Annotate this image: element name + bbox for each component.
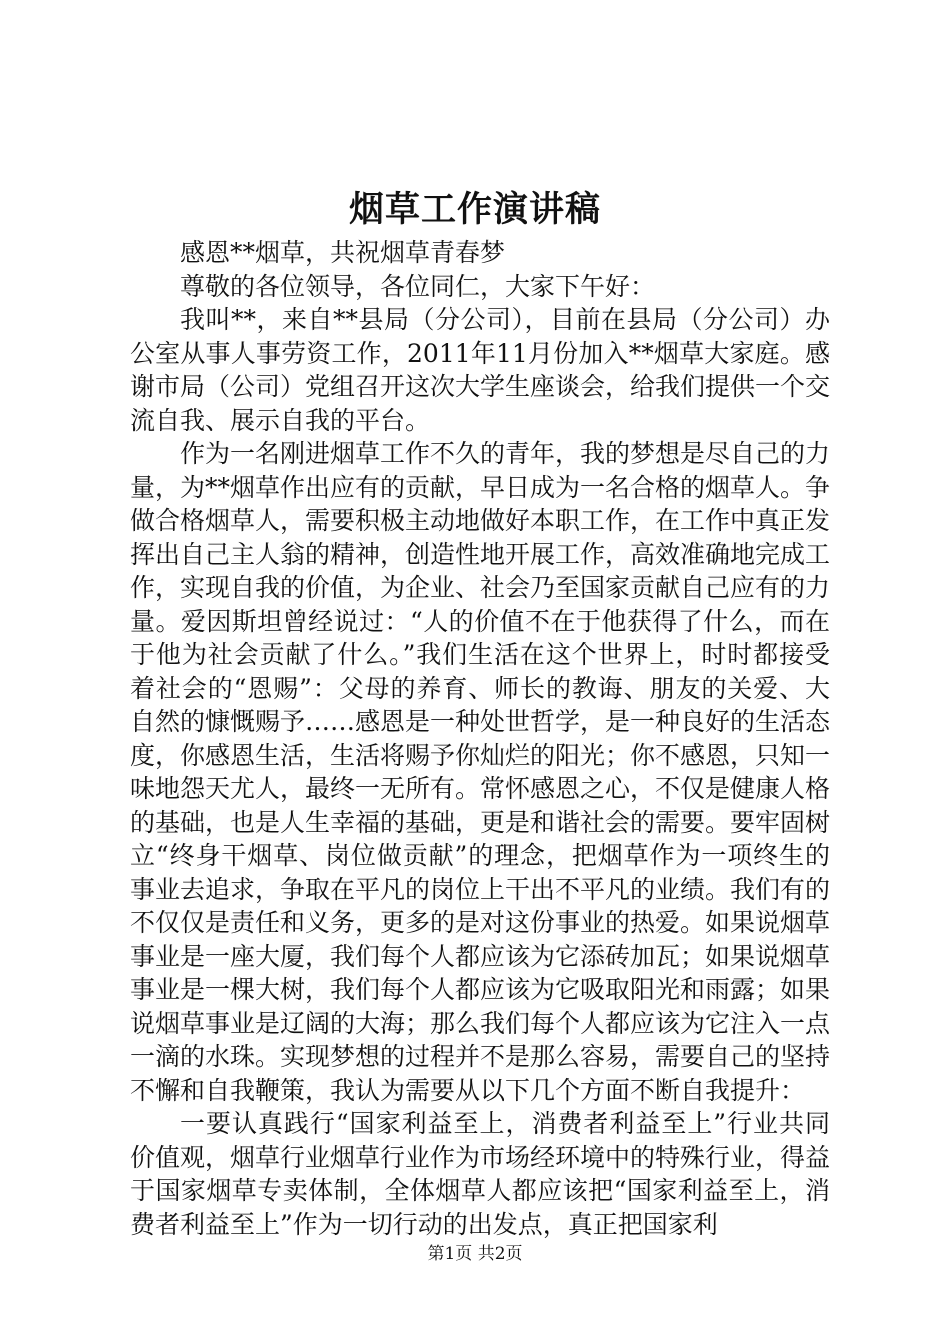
paragraph-dream: 作为一名刚进烟草工作不久的青年，我的梦想是尽自己的力量，为**烟草作出应有的贡献，早日成为一名合格的烟草人。争做合格烟草人，需要积极主动地做好本职工作，在工作中真正发挥出自己主人翁的精神，创造性地开展工作，高效准确地完成工作，实现自我的价值，为企业、社会乃至国家贡献自己应有的力量。爱因斯坦曾经说过：“人的价值不在于他获得了什么，而在于他为社会贡献了什么。”我们生活在这个世界上，时时都接受着社会的“恩赐”：父母的养育、师长的教诲、朋友的关爱、大自然的慷慨赐予……感恩是一种处世哲学，是一种良好的生活态度，你感恩生活，生活将赐予你灿烂的阳光；你不感恩，只知一味地怨天尤人，最终一无所有。常怀感恩之心，不仅是健康人格的基础，也是人生幸福的基础，更是和谐社会的需要。要牢固树立“终身干烟草、岗位做贡献”的理念，把烟草作为一项终生的事业去追求，争取在平凡的岗位上干出不平凡的业绩。我们有的不仅仅是责任和义务，更多的是对这份事业的热爱。如果说烟草事业是一座大厦，我们每个人都应该为它添砖加瓦；如果说烟草事业是一棵大树，我们每个人都应该为它吸取阳光和雨露；如果说烟草事业是辽阔的大海；那么我们每个人都应该为它注入一点一滴的水珠。实现梦想的过程并不是那么容易，需要自己的坚持不懈和自我鞭策，我认为需要从以下几个方面不断自我提升：: [130, 439, 831, 1105]
paragraph-subtitle: 感恩**烟草，共祝烟草青春梦: [180, 238, 506, 267]
page-number: 第1页 共2页: [427, 1244, 523, 1264]
paragraph-intro: 我叫**，来自**县局（分公司），目前在县局（分公司）办公室从事人事劳资工作，2011年11月份加入**烟草大家庭。感谢市局（公司）党组召开这次大学生座谈会，给我们提供一个交流自我、展示自我的平台。: [130, 305, 831, 435]
document-body: [130, 236, 830, 1241]
paragraph-greeting: 尊敬的各位领导，各位同仁，大家下午好：: [180, 271, 656, 301]
document-title: 烟草工作演讲稿: [348, 189, 601, 230]
paragraph-point-one: 一要认真践行“国家利益至上，消费者利益至上”行业共同价值观，烟草行业烟草行业作为市场经环境中的特殊行业，得益于国家烟草专卖体制，全体烟草人都应该把“国家利益至上，消费者利益至上”作为一切行动的出发点，真正把国家利: [130, 1109, 831, 1239]
